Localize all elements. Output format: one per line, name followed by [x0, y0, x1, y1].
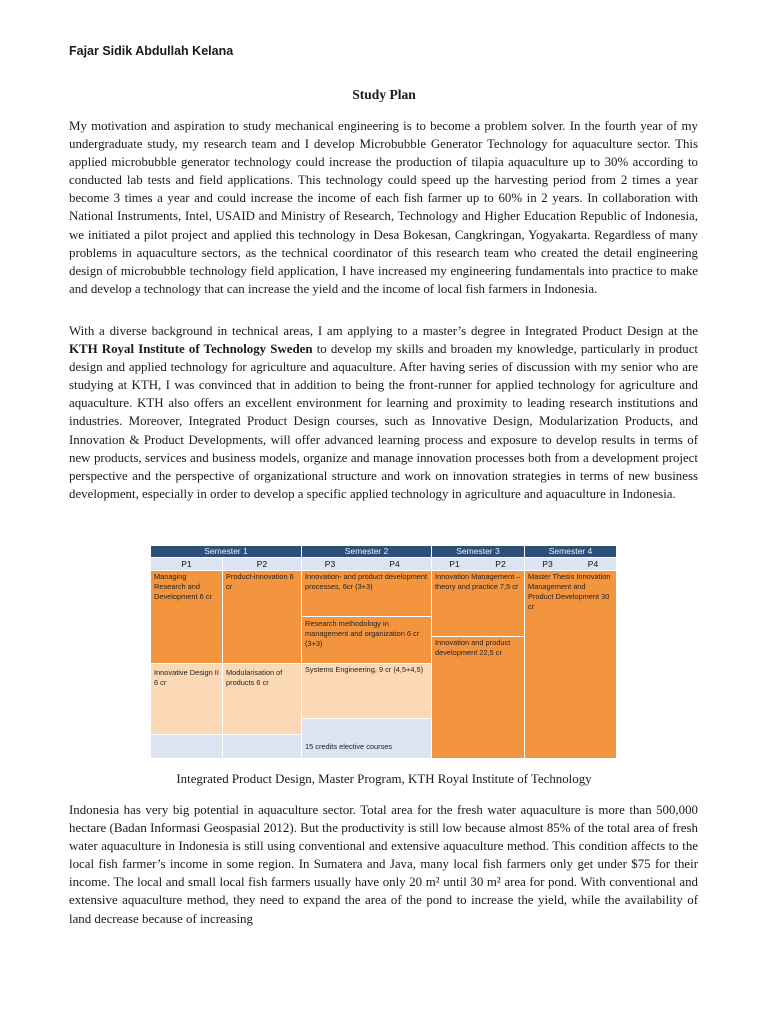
semester-2-header: Semester 2: [302, 546, 431, 557]
period-header: P3: [525, 558, 570, 570]
semester-1-header: Semester 1: [151, 546, 301, 557]
author-name: Fajar Sidik Abdullah Kelana: [69, 44, 234, 58]
period-header: P2: [477, 558, 524, 570]
paragraph-kth-before: With a diverse background in technical areas, I am applying to a master’s degree in Integrated Product Design at the: [69, 324, 698, 338]
semester-4-header: Semester 4: [525, 546, 616, 557]
period-header: P1: [432, 558, 477, 570]
paragraph-indonesia: Indonesia has very big potential in aquaculture sector. Total area for the fresh water aquaculture is more than 500,000 hectare (Badan Informasi Geospasial 2012). But the productivity is still low because almost 85% of the total area of fresh water aquaculture in Indonesia is still using conventional and extensive aquaculture method. This condition affects to the local fish farmer’s income in some region. In Sumatera and Java, many local fish farmers only get under $75 for their income. The local and small local fish farmers usually have only 20 m² until 30 m² area for pond. With conventional and extensive aquaculture method, they need to expand the area of the pond to increase the yield, while the availability of land decrease because of increasing: [69, 803, 698, 926]
course-cell: Systems Engineering, 9 cr (4,5+4,5): [302, 664, 431, 718]
period-header: P4: [570, 558, 616, 570]
period-header: P2: [223, 558, 301, 570]
course-cell: Innovation Management – theory and practice 7,5 cr: [432, 571, 524, 636]
table-caption: Integrated Product Design, Master Program, KTH Royal Institute of Technology: [176, 772, 592, 786]
paragraph-kth-after: to develop my skills and broaden my knowledge, particularly in product design and applied technology for agriculture and aquaculture. After having series of discussion with my senior who are studying at KTH, I was convinced that in addition to being the front-runner for applied technology for agriculture and aquaculture. KTH also offers an excellent environment for learning and proximity to leading research institutions and industries. Moreover, Integrated Product Design courses, such as Innovative Design, Modularization Products, and Innovation & Product Developments, will offer advanced learning process and exposure to develop results in terms of new products, services and business models, organize and manage innovation processes both from a development project perspective and the perspective of organizational structure and work on innovation strategies in terms of new business development, especially in order to develop a specific applied technology in agriculture and aquaculture in Indonesia.: [69, 342, 698, 501]
course-cell: Modularisation of products 6 cr: [223, 664, 301, 734]
period-header: P3: [302, 558, 358, 570]
period-header: P1: [151, 558, 222, 570]
course-cell: Managing Research and Development 6 cr: [151, 571, 222, 663]
course-cell: Product-innovation 6 cr: [223, 571, 301, 663]
course-cell: Innovation and product development 22,5 cr: [432, 637, 524, 758]
document-title: Study Plan: [352, 87, 416, 102]
study-plan-table: [151, 546, 616, 758]
empty-cell: [151, 735, 222, 758]
paragraph-kth: [69, 322, 698, 503]
semester-3-header: Semester 3: [432, 546, 524, 557]
empty-cell: [223, 735, 301, 758]
course-cell: Research methodology in management and organization 6 cr (3+3): [302, 617, 431, 663]
paragraph-motivation: My motivation and aspiration to study mechanical engineering is to become a problem solver. In the fourth year of my undergraduate study, my research team and I develop Microbubble Generator Technology for aquaculture sector. This applied microbubble generator technology could increase the production of tilapia aquaculture up to 30% according to conducted lab tests and field applications. This technology could speed up the harvesting period from 2 times a year become 3 times a year and could increase the income of each fish farmer up to 60% in 2 years. In collaboration with National Instruments, Intel, USAID and Ministry of Research, Technology and Higher Education Republic of Indonesia, we initiated a pilot project and applied this technology in Desa Bokesan, Cangkringan, Yogyakarta. Regardless of many problems in aquaculture sectors, as the technical coordinator of this research team who created the detail engineering design of microbubble technology field application, I have increased my engineering fundamentals into practice to make and develop a technology that can increase the yield and the income of local fish farmers in Indonesia.: [69, 119, 698, 296]
elective-cell: 15 credits elective courses: [302, 719, 431, 758]
course-cell: Master Thesis Innovation Management and Product Development 30 cr: [525, 571, 616, 758]
course-cell: Innovation- and product development processes, 6cr (3+3): [302, 571, 431, 616]
course-cell: Innovative Design II 6 cr: [151, 664, 222, 734]
period-header: P4: [358, 558, 431, 570]
kth-name: KTH Royal Institute of Technology Sweden: [69, 342, 313, 357]
